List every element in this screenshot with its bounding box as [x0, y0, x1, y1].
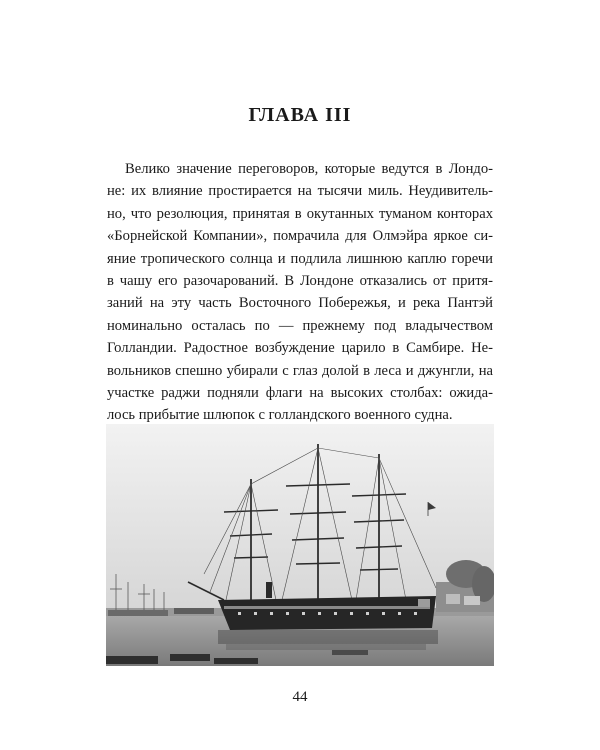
paragraph-line: яние тропического солнца и подлила лишнюю каплю горечи: [107, 250, 493, 267]
paragraph-line: не: их влияние простирается на тысячи миль. Неудивитель-: [107, 183, 493, 200]
ship-illustration: [106, 424, 494, 666]
paragraph-line: Велико значение переговоров, которые ведутся в Лондо-: [125, 161, 493, 177]
chapter-paragraph: [107, 158, 493, 427]
paragraph-line: но, что резолюция, принятая в окутанных туманом конторах: [107, 205, 493, 222]
paragraph-line: в чашу его разочарований. В Лондоне отказались от притя-: [107, 272, 493, 289]
chapter-title: ГЛАВА III: [248, 104, 352, 126]
paragraph-line: участке раджи подняли флаги на высоких столбах: ожида-: [107, 384, 493, 401]
paragraph-line: заний на эту часть Восточного Побережья, и река Пантэй: [107, 295, 493, 312]
paragraph-line: лось прибытие шлюпок с голландского военного судна.: [107, 407, 453, 424]
hull-stripe: [224, 606, 430, 609]
paragraph-line: Голландии. Радостное возбуждение царило в Самбире. Не-: [107, 340, 493, 357]
paragraph-line: «Борнейской Компании», помрачила для Олмэйра яркое си-: [107, 228, 493, 245]
paragraph-line: вольников спешно убирали с глаз долой в леса и джунгли, на: [107, 362, 493, 379]
water-reflection: [218, 630, 438, 650]
ship-funnel: [266, 582, 272, 598]
paragraph-line: номинально осталась по — прежнему под владычеством: [107, 317, 493, 334]
ship-hull: [218, 596, 436, 630]
page-number: 44: [292, 689, 308, 705]
stern-decoration: [418, 599, 430, 607]
